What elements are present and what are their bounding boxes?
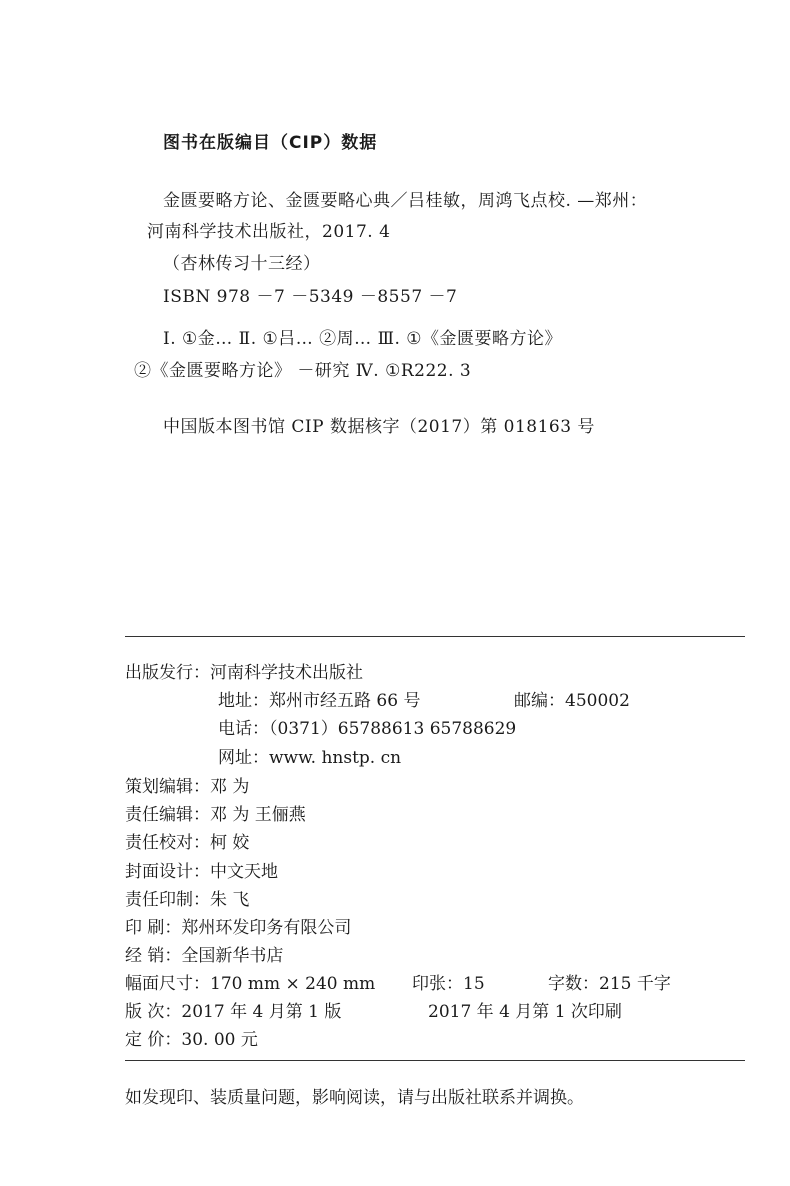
planning-editor-value: 邓 为 [210, 777, 250, 797]
wordcount: 字数：215 千字 [548, 974, 671, 994]
printing-supervisor-value: 朱 飞 [210, 890, 250, 910]
printing-impression: 2017 年 4 月第 1 次印刷 [428, 1002, 622, 1022]
format-label: 幅面尺寸： [125, 974, 210, 994]
printing-supervisor-row [125, 885, 249, 910]
divider-top [125, 636, 745, 637]
distributor-row [125, 941, 283, 966]
distributor-value: 全国新华书店 [181, 946, 284, 966]
editor-label: 责任编辑： [125, 805, 210, 825]
publisher-value: 河南科学技术出版社 [210, 663, 363, 683]
phone: 电话：（0371）65788613 65788629 [218, 719, 517, 739]
sheets: 印张：15 [412, 974, 485, 994]
edition-row [125, 997, 341, 1022]
cip-isbn: ISBN 978 －7 －5349 －8557 －7 [163, 287, 458, 307]
publisher-label: 出版发行： [125, 663, 210, 683]
publisher-row [125, 658, 363, 683]
printer-row [125, 913, 351, 938]
edition-value: 2017 年 4 月第 1 版 [181, 1002, 342, 1022]
cip-classification-1: Ⅰ. ①金… Ⅱ. ①吕… ②周… Ⅲ. ①《金匮要略方论》 [163, 329, 563, 349]
planning-editor-label: 策划编辑： [125, 777, 210, 797]
price-label: 定 价： [125, 1030, 182, 1050]
format-row [125, 969, 375, 994]
cover-design-row [125, 857, 278, 882]
quality-notice: 如发现印、装质量问题，影响阅读，请与出版社联系并调换。 [125, 1088, 584, 1108]
cover-design-value: 中文天地 [210, 862, 278, 882]
editor-row [125, 800, 306, 825]
proofreader-row [125, 828, 249, 853]
cip-bibliographic-line: 金匮要略方论、金匮要略心典／吕桂敏，周鸿飞点校. —郑州： [163, 191, 648, 211]
printing-supervisor-label: 责任印制： [125, 890, 210, 910]
editor-value: 邓 为 王俪燕 [210, 805, 306, 825]
cip-series: （杏林传习十三经） [163, 254, 321, 274]
printer-value: 郑州环发印务有限公司 [181, 918, 352, 938]
proofreader-value: 柯 姣 [210, 833, 250, 853]
cover-design-label: 封面设计： [125, 862, 210, 882]
address: 地址：郑州市经五路 66 号 [218, 691, 421, 711]
distributor-label: 经 销： [125, 946, 182, 966]
cip-publisher-line: 河南科学技术出版社，2017. 4 [147, 222, 391, 242]
proofreader-label: 责任校对： [125, 833, 210, 853]
website: 网址：www. hnstp. cn [218, 748, 402, 768]
price-row [125, 1025, 258, 1050]
price-value: 30. 00 元 [181, 1030, 258, 1050]
printer-label: 印 刷： [125, 918, 182, 938]
divider-bottom [125, 1060, 745, 1061]
cip-record-number: 中国版本图书馆 CIP 数据核字（2017）第 018163 号 [163, 417, 595, 437]
cip-classification-2: ②《金匮要略方论》 －研究 Ⅳ. ①R222. 3 [134, 361, 472, 381]
planning-editor-row [125, 772, 249, 797]
edition-label: 版 次： [125, 1002, 182, 1022]
cip-title: 图书在版编目（CIP）数据 [163, 133, 378, 153]
postcode: 邮编：450002 [514, 691, 630, 711]
format-value: 170 mm × 240 mm [210, 974, 376, 994]
